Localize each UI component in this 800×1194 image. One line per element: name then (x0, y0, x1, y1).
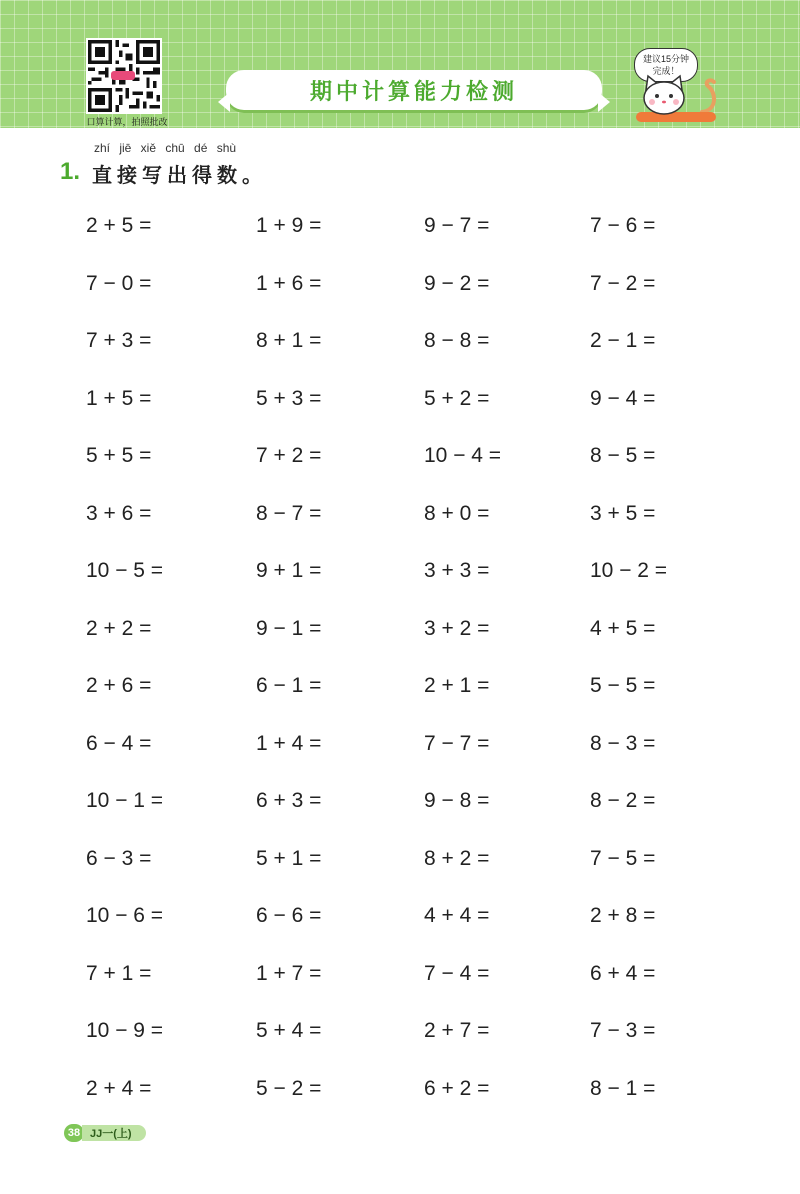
math-problem: 10 − 6 = (86, 904, 164, 927)
math-problem: 7 − 3 = (590, 1019, 656, 1042)
math-problem: 7 − 7 = (424, 731, 490, 755)
math-problem: 6 − 4 = (86, 731, 152, 755)
math-problem: 8 − 7 = (256, 501, 322, 525)
math-problem: 5 + 4 = (256, 1019, 322, 1042)
math-problem: 10 − 5 = (86, 559, 164, 582)
math-problem: 7 − 0 = (86, 271, 152, 295)
math-problem: 9 − 8 = (424, 789, 490, 812)
math-problem: 7 − 2 = (590, 271, 656, 295)
math-problem: 1 + 6 = (256, 271, 322, 295)
math-problem: 10 − 2 = (590, 559, 668, 582)
problem-row (0, 833, 800, 891)
math-problem: 5 − 2 = (256, 1076, 322, 1100)
problem-row (0, 373, 800, 431)
math-problem: 2 + 1 = (424, 674, 490, 697)
question-instruction: 直接写出得数。 (92, 163, 267, 187)
math-problem: 7 + 2 = (256, 444, 322, 467)
math-problem: 3 + 6 = (86, 501, 152, 525)
cat-mascot-icon (632, 72, 728, 128)
math-problem: 10 − 1 = (86, 789, 164, 812)
math-problem: 3 + 2 = (424, 616, 490, 640)
math-problem: 4 + 5 = (590, 616, 656, 640)
math-problem: 2 + 5 = (86, 214, 152, 237)
math-problem: 8 − 2 = (590, 789, 656, 812)
math-problem: 8 − 5 = (590, 444, 656, 467)
math-problem: 4 + 4 = (424, 904, 490, 927)
math-problem: 5 + 2 = (424, 386, 490, 410)
math-problem: 2 + 2 = (86, 616, 152, 640)
math-problem: 1 + 9 = (256, 214, 322, 237)
problem-row (0, 258, 800, 316)
question-pinyin: zhí jiē xiě chū dé shù (94, 141, 237, 155)
math-problem: 5 − 5 = (590, 674, 656, 697)
problem-row (0, 948, 800, 1006)
question-number: 1. (60, 158, 81, 185)
math-problem: 2 + 4 = (86, 1076, 152, 1100)
math-problem: 2 + 6 = (86, 674, 152, 697)
bubble-line-1: 建议15分钟 (642, 54, 689, 64)
problem-row (0, 775, 800, 833)
qr-logo-badge (111, 71, 135, 80)
math-problem: 6 − 6 = (256, 904, 322, 927)
math-problem: 6 − 3 = (86, 846, 152, 870)
edition-label: JJ一(上) (82, 1125, 146, 1141)
math-problem: 8 + 0 = (424, 501, 490, 525)
math-problem: 9 + 1 = (256, 559, 322, 582)
bubble-line-2: 完成！ (652, 66, 680, 76)
math-problem: 2 + 7 = (424, 1019, 490, 1042)
qr-caption: 口算计算，拍照批改 (86, 117, 168, 127)
problem-row (0, 315, 800, 373)
math-problem: 8 + 1 = (256, 329, 322, 352)
problem-row (0, 890, 800, 948)
qr-code[interactable] (86, 38, 162, 114)
math-problem: 6 + 4 = (590, 961, 656, 985)
header-banner (0, 0, 800, 128)
math-problem: 5 + 1 = (256, 846, 322, 870)
math-problem: 10 − 4 = (424, 444, 502, 467)
page-number: 38 (64, 1124, 84, 1142)
math-problem: 2 + 8 = (590, 904, 656, 927)
problem-row (0, 1063, 800, 1121)
math-problem: 2 − 1 = (590, 329, 656, 352)
banner-ribbon-left (218, 92, 230, 112)
math-problem: 8 − 3 = (590, 731, 656, 755)
problem-row (0, 1005, 800, 1063)
math-problem: 5 + 3 = (256, 386, 322, 410)
math-problem: 7 + 1 = (86, 961, 152, 985)
math-problem: 3 + 5 = (590, 501, 656, 525)
problem-grid (0, 200, 800, 1120)
page-title: 期中计算能力检测 (309, 79, 518, 105)
math-problem: 9 − 1 = (256, 616, 322, 640)
math-problem: 7 − 6 = (590, 214, 656, 237)
math-problem: 3 + 3 = (424, 559, 490, 582)
math-problem: 6 − 1 = (256, 674, 322, 697)
problem-row (0, 603, 800, 661)
problem-row (0, 660, 800, 718)
math-problem: 6 + 3 = (256, 789, 322, 812)
problem-row (0, 488, 800, 546)
math-problem: 1 + 4 = (256, 731, 322, 755)
math-problem: 10 − 9 = (86, 1019, 164, 1042)
problem-row (0, 430, 800, 488)
math-problem: 1 + 5 = (86, 386, 152, 410)
math-problem: 8 − 8 = (424, 329, 490, 352)
page-footer (64, 1124, 146, 1142)
problem-row (0, 545, 800, 603)
math-problem: 9 − 7 = (424, 214, 490, 237)
math-problem: 7 + 3 = (86, 329, 152, 352)
problem-row (0, 718, 800, 776)
math-problem: 5 + 5 = (86, 444, 152, 467)
math-problem: 8 − 1 = (590, 1076, 656, 1100)
math-problem: 7 − 5 = (590, 846, 656, 870)
math-problem: 1 + 7 = (256, 961, 322, 985)
banner-ribbon-right (598, 92, 610, 112)
math-problem: 6 + 2 = (424, 1076, 490, 1100)
math-problem: 9 − 2 = (424, 271, 490, 295)
math-problem: 7 − 4 = (424, 961, 490, 985)
math-problem: 9 − 4 = (590, 386, 656, 410)
problem-row (0, 200, 800, 258)
title-banner (226, 70, 602, 110)
math-problem: 8 + 2 = (424, 846, 490, 870)
